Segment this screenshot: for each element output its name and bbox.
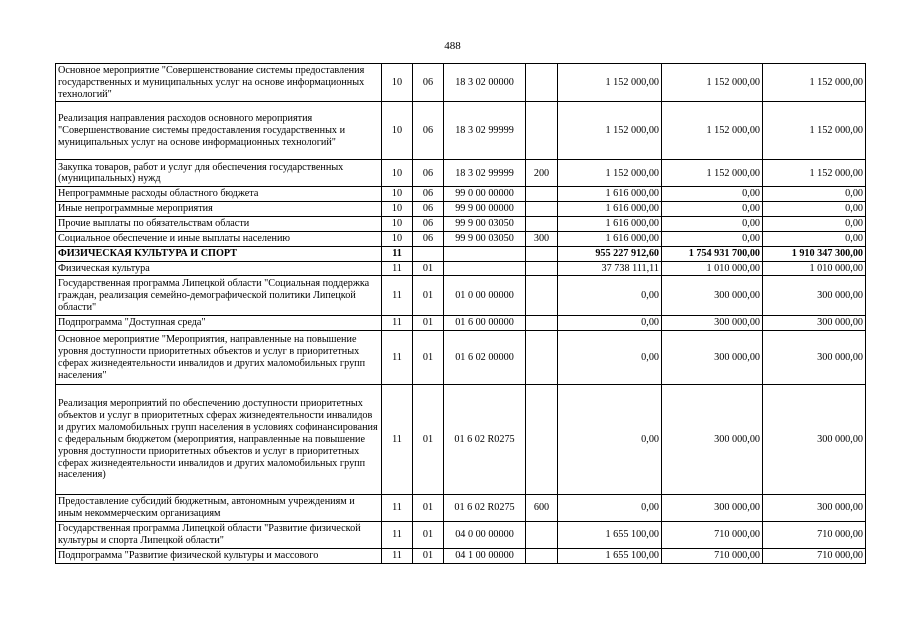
amount-year-1: 37 738 111,11 bbox=[558, 261, 662, 276]
amount-year-2: 300 000,00 bbox=[662, 495, 763, 522]
section-code: 11 bbox=[382, 316, 413, 331]
amount-year-1: 0,00 bbox=[558, 316, 662, 331]
expense-type-code bbox=[526, 276, 558, 316]
target-article-code: 99 9 00 03050 bbox=[444, 231, 526, 246]
amount-year-3: 1 152 000,00 bbox=[763, 160, 866, 187]
amount-year-1: 1 655 100,00 bbox=[558, 522, 662, 549]
expense-type-code: 200 bbox=[526, 160, 558, 187]
section-code: 10 bbox=[382, 202, 413, 217]
row-name: Государственная программа Липецкой области "Социальная поддержка граждан, реализация семейно-демографической политики Липецкой области" bbox=[56, 276, 382, 316]
target-article-code bbox=[444, 261, 526, 276]
row-name: Реализация мероприятий по обеспечению доступности приоритетных объектов и услуг в приоритетных сферах жизнедеятельности инвалидов и других маломобильных групп населения в условиях софинансирования с федеральным бюджетом (мероприятия, направленные на повышение уровня доступности приоритетных объектов и услуг в приоритетных сферах жизнедеятельности инвалидов и других маломобильных групп населения) bbox=[56, 385, 382, 495]
expense-type-code bbox=[526, 64, 558, 102]
amount-year-2: 1 152 000,00 bbox=[662, 102, 763, 160]
expense-type-code bbox=[526, 217, 558, 232]
amount-year-3: 300 000,00 bbox=[763, 495, 866, 522]
amount-year-3: 1 152 000,00 bbox=[763, 64, 866, 102]
amount-year-2: 0,00 bbox=[662, 217, 763, 232]
table-row bbox=[56, 549, 866, 564]
target-article-code: 99 0 00 00000 bbox=[444, 187, 526, 202]
section-code: 10 bbox=[382, 102, 413, 160]
row-name: Предоставление субсидий бюджетным, автономным учреждениям и иным некоммерческим организациям bbox=[56, 495, 382, 522]
subsection-code: 06 bbox=[413, 64, 444, 102]
section-code: 11 bbox=[382, 246, 413, 261]
amount-year-3: 300 000,00 bbox=[763, 331, 866, 385]
target-article-code: 04 0 00 00000 bbox=[444, 522, 526, 549]
row-name: Социальное обеспечение и иные выплаты населению bbox=[56, 231, 382, 246]
expense-type-code bbox=[526, 549, 558, 564]
row-name: Подпрограмма "Развитие физической культуры и массового bbox=[56, 549, 382, 564]
amount-year-3: 0,00 bbox=[763, 217, 866, 232]
table-row bbox=[56, 316, 866, 331]
page-number: 488 bbox=[444, 40, 461, 52]
expense-type-code bbox=[526, 522, 558, 549]
subsection-code: 01 bbox=[413, 522, 444, 549]
row-name: ФИЗИЧЕСКАЯ КУЛЬТУРА И СПОРТ bbox=[56, 246, 382, 261]
expense-type-code bbox=[526, 331, 558, 385]
section-code: 11 bbox=[382, 331, 413, 385]
section-code: 10 bbox=[382, 64, 413, 102]
table-row bbox=[56, 160, 866, 187]
row-name: Основное мероприятие "Совершенствование системы предоставления государственных и муниципальных услуг на основе информационных технологий" bbox=[56, 64, 382, 102]
table-row bbox=[56, 331, 866, 385]
amount-year-1: 1 616 000,00 bbox=[558, 187, 662, 202]
expense-type-code bbox=[526, 102, 558, 160]
amount-year-2: 300 000,00 bbox=[662, 316, 763, 331]
section-code: 10 bbox=[382, 231, 413, 246]
subsection-code: 01 bbox=[413, 549, 444, 564]
section-code: 11 bbox=[382, 385, 413, 495]
amount-year-2: 1 010 000,00 bbox=[662, 261, 763, 276]
amount-year-2: 0,00 bbox=[662, 202, 763, 217]
expense-type-code bbox=[526, 187, 558, 202]
amount-year-3: 300 000,00 bbox=[763, 385, 866, 495]
expense-type-code: 600 bbox=[526, 495, 558, 522]
amount-year-2: 710 000,00 bbox=[662, 522, 763, 549]
section-code: 11 bbox=[382, 261, 413, 276]
expense-type-code bbox=[526, 202, 558, 217]
target-article-code: 01 6 02 R0275 bbox=[444, 385, 526, 495]
table-row bbox=[56, 385, 866, 495]
amount-year-1: 1 152 000,00 bbox=[558, 64, 662, 102]
budget-table bbox=[55, 63, 866, 564]
amount-year-2: 1 754 931 700,00 bbox=[662, 246, 763, 261]
table-row bbox=[56, 522, 866, 549]
target-article-code: 01 0 00 00000 bbox=[444, 276, 526, 316]
amount-year-3: 1 152 000,00 bbox=[763, 102, 866, 160]
table-row bbox=[56, 261, 866, 276]
amount-year-3: 0,00 bbox=[763, 231, 866, 246]
subsection-code: 01 bbox=[413, 385, 444, 495]
amount-year-2: 300 000,00 bbox=[662, 276, 763, 316]
row-name: Иные непрограммные мероприятия bbox=[56, 202, 382, 217]
amount-year-1: 1 616 000,00 bbox=[558, 202, 662, 217]
amount-year-2: 710 000,00 bbox=[662, 549, 763, 564]
expense-type-code bbox=[526, 246, 558, 261]
subsection-code: 06 bbox=[413, 187, 444, 202]
amount-year-1: 1 152 000,00 bbox=[558, 160, 662, 187]
subsection-code: 06 bbox=[413, 217, 444, 232]
amount-year-1: 0,00 bbox=[558, 331, 662, 385]
target-article-code: 18 3 02 99999 bbox=[444, 160, 526, 187]
target-article-code bbox=[444, 246, 526, 261]
expense-type-code: 300 bbox=[526, 231, 558, 246]
expense-type-code bbox=[526, 316, 558, 331]
amount-year-1: 0,00 bbox=[558, 276, 662, 316]
amount-year-1: 1 616 000,00 bbox=[558, 217, 662, 232]
target-article-code: 18 3 02 00000 bbox=[444, 64, 526, 102]
amount-year-3: 1 910 347 300,00 bbox=[763, 246, 866, 261]
table-row bbox=[56, 202, 866, 217]
row-name: Закупка товаров, работ и услуг для обеспечения государственных (муниципальных) нужд bbox=[56, 160, 382, 187]
section-code: 11 bbox=[382, 522, 413, 549]
section-code: 10 bbox=[382, 187, 413, 202]
row-name: Подпрограмма "Доступная среда" bbox=[56, 316, 382, 331]
subsection-code: 01 bbox=[413, 316, 444, 331]
table-row bbox=[56, 231, 866, 246]
target-article-code: 99 9 00 00000 bbox=[444, 202, 526, 217]
amount-year-3: 0,00 bbox=[763, 187, 866, 202]
amount-year-3: 0,00 bbox=[763, 202, 866, 217]
amount-year-1: 1 655 100,00 bbox=[558, 549, 662, 564]
table-row bbox=[56, 187, 866, 202]
amount-year-1: 1 616 000,00 bbox=[558, 231, 662, 246]
subsection-code: 06 bbox=[413, 160, 444, 187]
section-code: 11 bbox=[382, 495, 413, 522]
amount-year-3: 300 000,00 bbox=[763, 276, 866, 316]
amount-year-3: 1 010 000,00 bbox=[763, 261, 866, 276]
subsection-code: 01 bbox=[413, 331, 444, 385]
subsection-code: 06 bbox=[413, 102, 444, 160]
amount-year-1: 955 227 912,60 bbox=[558, 246, 662, 261]
row-name: Реализация направления расходов основного мероприятия "Совершенствование системы предоставления государственных и муниципальных услуг на основе информационных технологий" bbox=[56, 102, 382, 160]
target-article-code: 99 9 00 03050 bbox=[444, 217, 526, 232]
row-name: Прочие выплаты по обязательствам области bbox=[56, 217, 382, 232]
table-row bbox=[56, 276, 866, 316]
table-row bbox=[56, 64, 866, 102]
amount-year-3: 300 000,00 bbox=[763, 316, 866, 331]
amount-year-3: 710 000,00 bbox=[763, 522, 866, 549]
subsection-code: 06 bbox=[413, 202, 444, 217]
amount-year-1: 0,00 bbox=[558, 385, 662, 495]
table-row bbox=[56, 102, 866, 160]
subsection-code: 01 bbox=[413, 495, 444, 522]
table-row bbox=[56, 217, 866, 232]
target-article-code: 18 3 02 99999 bbox=[444, 102, 526, 160]
subsection-code: 01 bbox=[413, 276, 444, 316]
expense-type-code bbox=[526, 261, 558, 276]
amount-year-1: 0,00 bbox=[558, 495, 662, 522]
target-article-code: 01 6 02 00000 bbox=[444, 331, 526, 385]
target-article-code: 01 6 02 R0275 bbox=[444, 495, 526, 522]
section-code: 11 bbox=[382, 276, 413, 316]
section-code: 11 bbox=[382, 549, 413, 564]
amount-year-2: 1 152 000,00 bbox=[662, 64, 763, 102]
amount-year-2: 1 152 000,00 bbox=[662, 160, 763, 187]
row-name: Непрограммные расходы областного бюджета bbox=[56, 187, 382, 202]
target-article-code: 01 6 00 00000 bbox=[444, 316, 526, 331]
section-code: 10 bbox=[382, 217, 413, 232]
expense-type-code bbox=[526, 385, 558, 495]
amount-year-2: 0,00 bbox=[662, 231, 763, 246]
subsection-code: 06 bbox=[413, 231, 444, 246]
subsection-code bbox=[413, 246, 444, 261]
row-name: Физическая культура bbox=[56, 261, 382, 276]
target-article-code: 04 1 00 00000 bbox=[444, 549, 526, 564]
table-row bbox=[56, 495, 866, 522]
amount-year-1: 1 152 000,00 bbox=[558, 102, 662, 160]
section-code: 10 bbox=[382, 160, 413, 187]
subsection-code: 01 bbox=[413, 261, 444, 276]
amount-year-3: 710 000,00 bbox=[763, 549, 866, 564]
row-name: Государственная программа Липецкой области "Развитие физической культуры и спорта Липецкой области" bbox=[56, 522, 382, 549]
amount-year-2: 300 000,00 bbox=[662, 385, 763, 495]
amount-year-2: 0,00 bbox=[662, 187, 763, 202]
table-row bbox=[56, 246, 866, 261]
amount-year-2: 300 000,00 bbox=[662, 331, 763, 385]
row-name: Основное мероприятие "Мероприятия, направленные на повышение уровня доступности приоритетных объектов и услуг в приоритетных сферах жизнедеятельности инвалидов и других маломобильных групп населения" bbox=[56, 331, 382, 385]
